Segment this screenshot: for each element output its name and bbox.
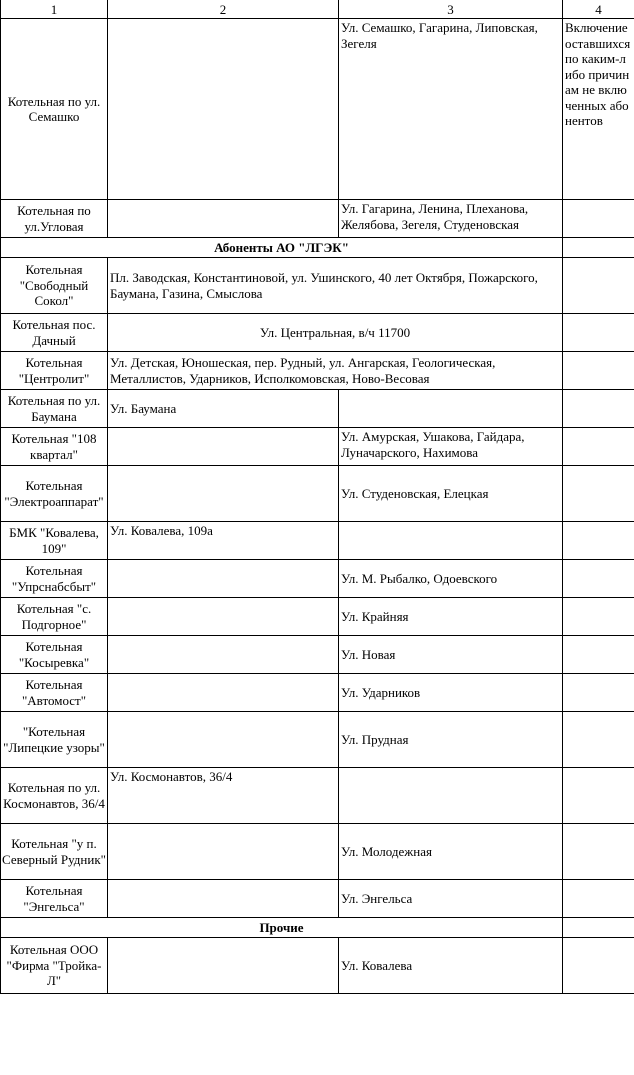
streets-col2	[108, 200, 339, 238]
streets-merged: Ул. Детская, Юношеская, пер. Рудный, ул. Ангарская, Геологическая, Металлистов, Ударников, Исполкомовская, Ново-Весовая	[108, 352, 563, 390]
boiler-name: Котельная "108 квартал"	[1, 428, 108, 466]
boiler-name: Котельная "с. Подгорное"	[1, 598, 108, 636]
streets-col2	[108, 824, 339, 880]
note-cell	[563, 258, 634, 314]
boiler-name: Котельная по ул. Космонавтов, 36/4	[1, 768, 108, 824]
header-cell-1: 1	[1, 0, 108, 19]
table-row	[1, 674, 634, 712]
streets-col3	[339, 768, 563, 824]
note-cell	[563, 352, 634, 390]
streets-col3: Ул. Крайняя	[339, 598, 563, 636]
table-row	[1, 390, 634, 428]
boiler-name: Котельная "у п. Северный Рудник"	[1, 824, 108, 880]
streets-col3: Ул. Семашко, Гагарина, Липовская, Зегеля	[339, 19, 563, 200]
note-cell	[563, 314, 634, 352]
table-row	[1, 428, 634, 466]
table-row	[1, 352, 634, 390]
boiler-name: Котельная по ул. Семашко	[1, 19, 108, 200]
streets-col2	[108, 880, 339, 918]
streets-col3: Ул. Энгельса	[339, 880, 563, 918]
streets-col3: Ул. Новая	[339, 636, 563, 674]
streets-col3: Ул. Ковалева	[339, 938, 563, 994]
table-row	[1, 938, 634, 994]
boiler-name: Котельная по ул. Баумана	[1, 390, 108, 428]
streets-col3: Ул. М. Рыбалко, Одоевского	[339, 560, 563, 598]
boiler-name: Котельная ООО "Фирма "Тройка-Л"	[1, 938, 108, 994]
streets-col2	[108, 466, 339, 522]
streets-col2: Ул. Космонавтов, 36/4	[108, 768, 339, 824]
header-row	[1, 0, 634, 19]
streets-col2	[108, 19, 339, 200]
section-row	[1, 238, 634, 258]
streets-col2	[108, 636, 339, 674]
streets-col2	[108, 560, 339, 598]
boiler-name: Котельная "Центролит"	[1, 352, 108, 390]
streets-col2	[108, 428, 339, 466]
note-cell	[563, 712, 634, 768]
streets-col3: Ул. Гагарина, Ленина, Плеханова, Желябова, Зегеля, Студеновская	[339, 200, 563, 238]
streets-col3: Ул. Студеновская, Елецкая	[339, 466, 563, 522]
section-title: Абоненты АО "ЛГЭК"	[1, 238, 563, 258]
streets-col3: Ул. Прудная	[339, 712, 563, 768]
note-cell	[563, 466, 634, 522]
streets-col2: Ул. Ковалева, 109а	[108, 522, 339, 560]
streets-col2	[108, 712, 339, 768]
boiler-name: Котельная пос. Дачный	[1, 314, 108, 352]
note-cell	[563, 390, 634, 428]
table-row	[1, 880, 634, 918]
streets-col2: Ул. Баумана	[108, 390, 339, 428]
table-row	[1, 522, 634, 560]
table-row	[1, 466, 634, 522]
streets-col3: Ул. Молодежная	[339, 824, 563, 880]
boiler-name: Котельная "Косыревка"	[1, 636, 108, 674]
boiler-name: БМК "Ковалева, 109"	[1, 522, 108, 560]
table-row	[1, 258, 634, 314]
boiler-name: Котельная "Электроаппарат"	[1, 466, 108, 522]
boiler-name: Котельная "Свободный Сокол"	[1, 258, 108, 314]
note-cell	[563, 560, 634, 598]
header-cell-2: 2	[108, 0, 339, 19]
streets-merged: Ул. Центральная, в/ч 11700	[108, 314, 563, 352]
streets-col3	[339, 390, 563, 428]
note-cell	[563, 674, 634, 712]
boiler-name: Котельная по ул.Угловая	[1, 200, 108, 238]
table-row	[1, 636, 634, 674]
streets-col3: Ул. Ударников	[339, 674, 563, 712]
streets-col2	[108, 674, 339, 712]
note-cell: Включение оставшихся по каким-либо причинам не включенных абонентов	[563, 19, 634, 200]
section-row	[1, 918, 634, 938]
note-cell	[563, 428, 634, 466]
streets-merged: Пл. Заводская, Константиновой, ул. Ушинского, 40 лет Октября, Пожарского, Баумана, Газина, Смыслова	[108, 258, 563, 314]
boiler-name: Котельная "Упрснабсбыт"	[1, 560, 108, 598]
table-row	[1, 712, 634, 768]
header-cell-3: 3	[339, 0, 563, 19]
streets-col2	[108, 598, 339, 636]
note-cell	[563, 768, 634, 824]
table-row	[1, 560, 634, 598]
streets-col3	[339, 522, 563, 560]
table-row	[1, 598, 634, 636]
table-row	[1, 824, 634, 880]
table-row	[1, 314, 634, 352]
table-row	[1, 19, 634, 200]
note-cell	[563, 522, 634, 560]
streets-col2	[108, 938, 339, 994]
header-cell-4: 4	[563, 0, 634, 19]
boiler-name: Котельная "Энгельса"	[1, 880, 108, 918]
note-cell	[563, 200, 634, 238]
note-cell	[563, 824, 634, 880]
table-row	[1, 768, 634, 824]
boiler-name: Котельная "Автомост"	[1, 674, 108, 712]
boiler-name: "Котельная "Липецкие узоры"	[1, 712, 108, 768]
streets-col3: Ул. Амурская, Ушакова, Гайдара, Луначарского, Нахимова	[339, 428, 563, 466]
note-cell	[563, 938, 634, 994]
note-cell	[563, 598, 634, 636]
table-row	[1, 200, 634, 238]
note-cell	[563, 636, 634, 674]
section-title: Прочие	[1, 918, 563, 938]
note-cell	[563, 880, 634, 918]
